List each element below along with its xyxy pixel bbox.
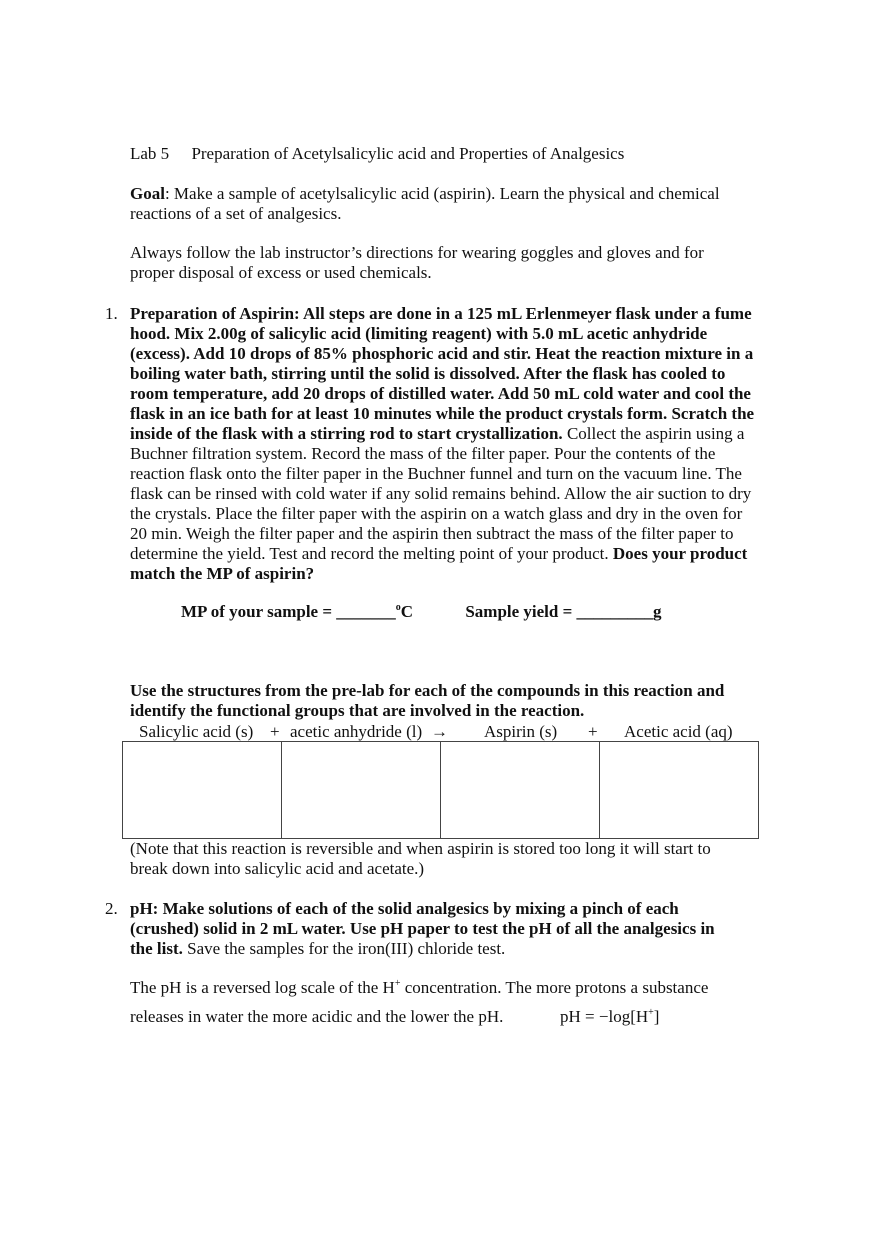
- reactant-salicylic-acid: Salicylic acid (s): [139, 722, 254, 741]
- ph-explanation-line-2: [130, 1007, 770, 1027]
- step-1-number: 1.: [105, 304, 118, 323]
- reversibility-note: (Note that this reaction is reversible and when aspirin is stored too long it will start to break down into salicylic acid and acetate.): [130, 839, 711, 878]
- formula-lhs: pH =: [560, 1007, 599, 1026]
- page-header: [130, 144, 770, 164]
- reactant-acetic-anhydride: acetic anhydride (l): [290, 722, 423, 741]
- step-2-number: 2.: [105, 899, 118, 918]
- formula-log: log[H: [608, 1007, 649, 1026]
- functional-groups-table: [122, 741, 759, 839]
- h-plus-sup: +: [394, 978, 401, 989]
- step-2-bold-text: pH: Make solutions of each of the solid analgesics by mixing a pinch of each (crushed) solid in 2 mL water. Use pH paper to test the pH of all the analgesics in the list.: [130, 899, 715, 958]
- step-1-bold-text: Preparation of Aspirin: All steps are done in a 125 mL Erlenmeyer flask under a fume hood. Mix 2.00g of salicylic acid (limiting reagent) with 5.0 mL acetic anhydride (excess). Add 10 drops of 85% phosphoric acid and stir. Heat the reaction mixture in a boiling water bath, stirring until the solid is dissolved. After the flask has cooled to room temperature, add 20 drops of distilled water. Add 50 mL cold water and cool the flask in an ice bath for at least 10 minutes while the product crystals form. Scratch the inside of the flask with a stirring rod to start crystallization.: [130, 304, 755, 443]
- results-line: [181, 602, 662, 622]
- goal-paragraph: [130, 184, 760, 224]
- lab-number: Lab 5: [130, 144, 170, 163]
- degree-sup: o: [395, 602, 401, 613]
- mp-label: MP of your sample = _______: [181, 602, 396, 621]
- lab-title: Preparation of Acetylsalicylic acid and Properties of Analgesics: [191, 144, 625, 163]
- answer-cell-acetic-acid[interactable]: [600, 742, 759, 839]
- plus-sign-2: +: [588, 722, 598, 741]
- mp-unit: C: [400, 602, 414, 621]
- reaction-arrow: →: [431, 722, 448, 741]
- table-row: [123, 742, 759, 839]
- answer-cell-salicylic-acid[interactable]: [123, 742, 282, 839]
- ph-explanation-line-1: [130, 978, 760, 998]
- goal-label: Goal: [130, 184, 165, 203]
- formula-close: ]: [653, 1007, 660, 1026]
- answer-cell-aspirin[interactable]: [441, 742, 600, 839]
- product-acetic-acid: Acetic acid (aq): [624, 722, 733, 741]
- reaction-equation: [0, 722, 880, 742]
- ph-text-c: releases in water the more acidic and the lower the pH.: [130, 1007, 504, 1026]
- step-1-text: Collect the aspirin using a Buchner filtration system. Record the mass of the filter paper. Pour the contents of the reaction flask onto the filter paper in the Buchner funnel and turn on the vacuum line. The flask can be rinsed with cold water if any solid remains behind. Allow the air suction to dry the crystals. Place the filter paper with the aspirin on a watch glass and dry in the oven for 20 min. Weigh the filter paper and the aspirin then subtract the mass of the filter paper to determine the yield. Test and record the melting point of your product.: [130, 424, 752, 563]
- ph-text-b: concentration. The more protons a substance: [400, 978, 709, 997]
- formula-minus: −: [598, 1007, 609, 1026]
- step-1-paragraph: [130, 304, 760, 584]
- plus-sign-1: +: [270, 722, 280, 741]
- safety-paragraph: Always follow the lab instructor’s directions for wearing goggles and gloves and for proper disposal of excess or used chemicals.: [130, 243, 704, 282]
- step-2-text: Save the samples for the iron(III) chloride test.: [182, 939, 506, 958]
- formula-sup: +: [648, 1007, 654, 1018]
- yield-label: Sample yield = _________g: [465, 602, 662, 621]
- ph-formula: [560, 1007, 659, 1027]
- step-1-question: Does your product match the MP of aspirin?: [130, 544, 748, 583]
- goal-text: : Make a sample of acetylsalicylic acid (aspirin). Learn the physical and chemical reactions of a set of analgesics.: [130, 184, 720, 223]
- structures-instruction: Use the structures from the pre-lab for each of the compounds in this reaction and identify the functional groups that are involved in the reaction.: [130, 681, 725, 720]
- product-aspirin: Aspirin (s): [484, 722, 558, 741]
- answer-cell-acetic-anhydride[interactable]: [282, 742, 441, 839]
- step-2-paragraph: [130, 899, 740, 959]
- ph-text-a: The pH is a reversed log scale of the H: [130, 978, 395, 997]
